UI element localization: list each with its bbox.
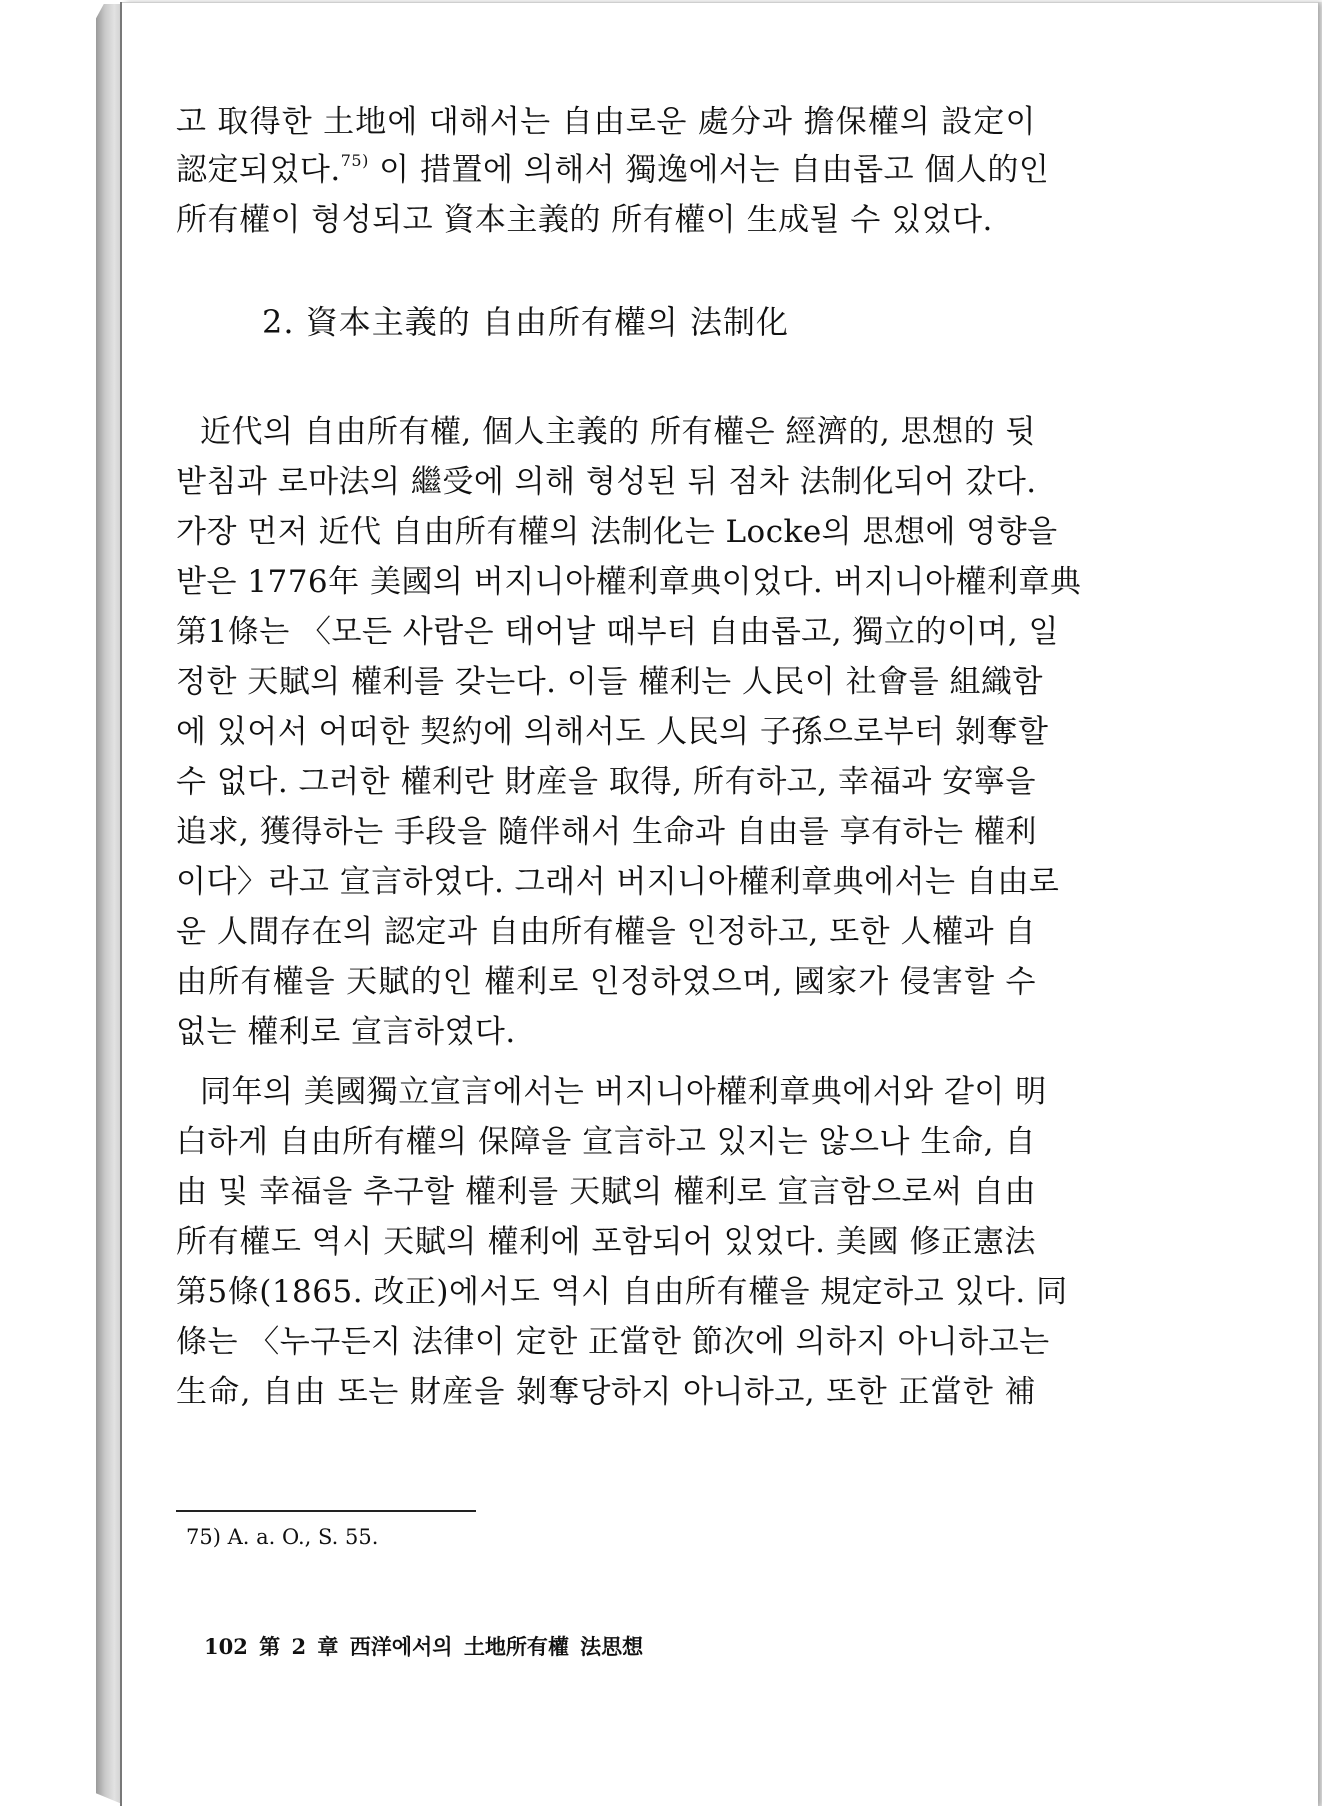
para1-line: 받은 1776年 美國의 버지니아權利章典이었다. 버지니아權利章典 (176, 564, 1082, 600)
body-line-2-start: 認定되었다. (176, 152, 341, 188)
para1-line: 이다〉라고 宣言하였다. 그래서 버지니아權利章典에서는 自由로 (176, 864, 1060, 900)
para1-line: 에 있어서 어떠한 契約에 의해서도 人民의 子孫으로부터 剝奪할 (176, 714, 1049, 750)
para1-line: 정한 天賦의 權利를 갖는다. 이들 權利는 人民이 社會를 組織함 (176, 664, 1043, 700)
para2-line: 由 및 幸福을 추구할 權利를 天賦의 權利로 宣言함으로써 自由 (176, 1174, 1036, 1210)
footnote: 75) A. a. O., S. 55. (186, 1525, 379, 1549)
para1-line: 由所有權을 天賦的인 權利로 인정하였으며, 國家가 侵害할 수 (176, 964, 1036, 1000)
footnote-reference: 75) (340, 151, 369, 170)
para2-line: 第5條(1865. 改正)에서도 역시 自由所有權을 規定하고 있다. 同 (176, 1274, 1068, 1310)
para2-line: 生命, 自由 또는 財産을 剝奪당하지 아니하고, 또한 正當한 補 (176, 1374, 1036, 1410)
body-line-3: 所有權이 형성되고 資本主義的 所有權이 生成될 수 있었다. (176, 202, 993, 238)
body-line-1: 고 取得한 土地에 대해서는 自由로운 處分과 擔保權의 設定이 (176, 104, 1036, 140)
body-line-2 (176, 150, 1050, 194)
para2-line: 白하게 自由所有權의 保障을 宣言하고 있지는 않으나 生命, 自 (176, 1124, 1036, 1160)
para2-line: 所有權도 역시 天賦의 權利에 포함되어 있었다. 美國 修正憲法 (176, 1224, 1036, 1260)
para2-line: 同年의 美國獨立宣言에서는 버지니아權利章典에서와 같이 明 (200, 1074, 1047, 1110)
footnote-divider (176, 1510, 476, 1512)
para1-line: 追求, 獲得하는 手段을 隨伴해서 生命과 自由를 享有하는 權利 (176, 814, 1037, 850)
para1-line: 가장 먼저 近代 自由所有權의 法制化는 Locke의 思想에 영향을 (176, 514, 1058, 550)
section-heading: 2. 資本主義的 自由所有權의 法制化 (262, 303, 789, 341)
body-line-2-end: 이 措置에 의해서 獨逸에서는 自由롭고 個人的인 (368, 152, 1050, 188)
para1-line: 받침과 로마法의 繼受에 의해 형성된 뒤 점차 法制化되어 갔다. (176, 464, 1037, 500)
para2-line: 條는 〈누구든지 法律이 定한 正當한 節次에 의하지 아니하고는 (176, 1324, 1050, 1360)
para1-line: 수 없다. 그러한 權利란 財産을 取得, 所有하고, 幸福과 安寧을 (176, 764, 1036, 800)
book-page-stack-edge (96, 4, 122, 1804)
running-footer: 102 第 2 章 西洋에서의 土地所有權 法思想 (204, 1634, 644, 1659)
para1-line: 第1條는 〈모든 사람은 태어날 때부터 自由롭고, 獨立的이며, 일 (176, 614, 1059, 650)
para1-line: 없는 權利로 宣言하였다. (176, 1014, 516, 1050)
para1-line: 운 人間存在의 認定과 自由所有權을 인정하고, 또한 人權과 自 (176, 914, 1036, 950)
para1-line: 近代의 自由所有權, 個人主義的 所有權은 經濟的, 思想的 뒷 (200, 414, 1036, 450)
